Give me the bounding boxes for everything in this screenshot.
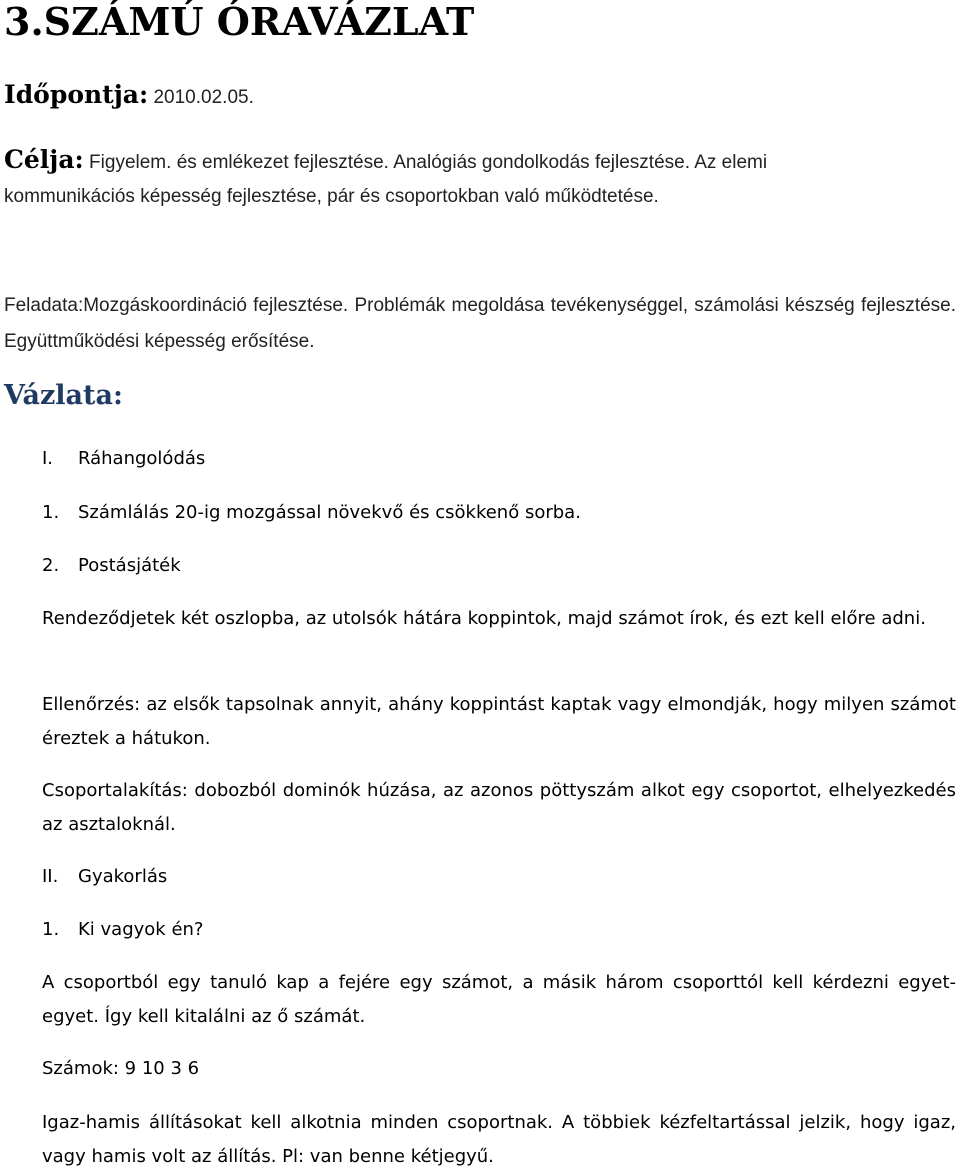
idopontja-value: 2010.02.05. bbox=[148, 87, 254, 108]
section-2-number: II. bbox=[42, 866, 59, 887]
paragraph-ellenorzes: Ellenőrzés: az elsők tapsolnak annyit, ahány koppintást kaptak vagy elmondják, hogy milyen számot éreztek a hátukon. bbox=[42, 694, 956, 749]
section-2-item-1-number: 1. bbox=[42, 919, 60, 940]
paragraph-ki-vagyok-en: A csoportból egy tanuló kap a fejére egy számot, a másik három csoporttól kell kérdezni egyet-egyet. Így kell kitalálni az ő számát. bbox=[42, 972, 956, 1027]
document-title: 3.SZÁMÚ ÓRAVÁZLAT bbox=[4, 0, 475, 44]
celja-row-2 bbox=[4, 186, 659, 208]
section-2-label: Gyakorlás bbox=[78, 866, 168, 887]
section-2-item-1-label: Ki vagyok én? bbox=[78, 919, 204, 940]
section-1-item-1-label: Számlálás 20-ig mozgással növekvő és csökkenő sorba. bbox=[78, 502, 581, 523]
celja-label: Célja: bbox=[4, 145, 84, 174]
section-1-item-2 bbox=[42, 553, 181, 579]
celja-value-line2: kommunikációs képesség fejlesztése, pár és csoportokban való működtetése. bbox=[4, 186, 659, 207]
section-1-item-1-number: 1. bbox=[42, 502, 60, 523]
paragraph-szamok: Számok: 9 10 3 6 bbox=[42, 1058, 200, 1079]
paragraph-igaz-hamis: Igaz-hamis állításokat kell alkotnia minden csoportnak. A többiek kézfeltartással jelzik, hogy igaz, vagy hamis volt az állítás. Pl: van benne kétjegyű. bbox=[42, 1112, 956, 1167]
vazlata-heading: Vázlata: bbox=[4, 380, 123, 411]
section-1-heading bbox=[42, 446, 205, 472]
section-2-item-1 bbox=[42, 917, 203, 943]
section-2-heading bbox=[42, 864, 167, 890]
celja-row bbox=[4, 145, 767, 174]
section-1-item-2-number: 2. bbox=[42, 555, 60, 576]
section-1-item-2-label: Postásjáték bbox=[78, 555, 181, 576]
section-1-label: Ráhangolódás bbox=[78, 448, 206, 469]
section-1-item-1 bbox=[42, 500, 581, 526]
idopontja-label: Időpontja: bbox=[4, 80, 149, 109]
paragraph-postasjatek: Rendeződjetek két oszlopba, az utolsók hátára koppintok, majd számot írok, és ezt kell előre adni. bbox=[42, 608, 926, 629]
paragraph-csoportalakitas: Csoportalakítás: dobozból dominók húzása, az azonos pöttyszám alkot egy csoportot, elhelyezkedés az asztaloknál. bbox=[42, 780, 956, 835]
feladata-paragraph: Feladata:Mozgáskoordináció fejlesztése. Problémák megoldása tevékenységgel, számolási készség fejlesztése. Együttműködési képesség erősítése. bbox=[4, 295, 956, 352]
section-1-number: I. bbox=[42, 448, 54, 469]
idopontja-row bbox=[4, 80, 254, 109]
celja-value-line1: Figyelem. és emlékezet fejlesztése. Analógiás gondolkodás fejlesztése. Az elemi bbox=[83, 152, 768, 173]
